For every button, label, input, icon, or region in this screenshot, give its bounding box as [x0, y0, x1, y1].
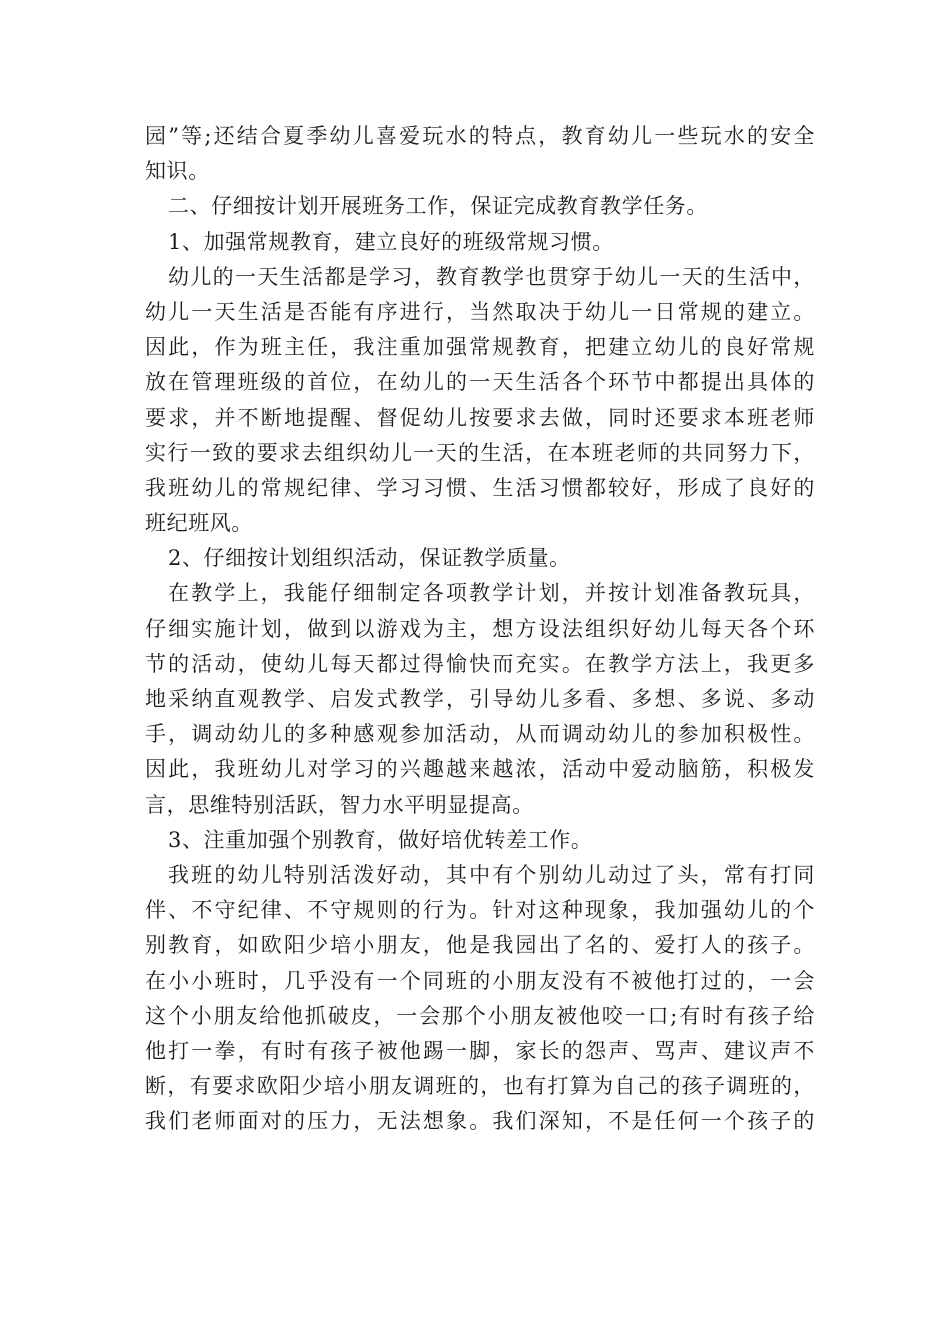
text-line: 要求，并不断地提醒、督促幼儿按要求去做，同时还要求本班老师 — [145, 405, 815, 430]
text-line: 断，有要求欧阳少培小朋友调班的，也有打算为自己的孩子调班的， — [145, 1074, 815, 1099]
text-line: 二、仔细按计划开展班务工作，保证完成教育教学任务。 — [168, 194, 708, 219]
text-line: 我班的幼儿特别活泼好动，其中有个别幼儿动过了头，常有打同 — [168, 862, 815, 887]
text-line: 别教育，如欧阳少培小朋友，他是我园出了名的、爱打人的孩子。 — [145, 933, 815, 958]
text-line: 幼儿的一天生活都是学习，教育教学也贯穿于幼儿一天的生活中， — [168, 264, 815, 289]
text-line: 2、仔细按计划组织活动，保证教学质量。 — [168, 546, 571, 571]
text-line: 地采纳直观教学、启发式教学，引导幼儿多看、多想、多说、多动 — [145, 687, 815, 711]
text-line: 手，调动幼儿的多种感观参加活动，从而调动幼儿的参加积极性。 — [145, 722, 815, 747]
text-line: 园”等;还结合夏季幼儿喜爱玩水的特点，教育幼儿一些玩水的安全 — [145, 124, 815, 148]
text-line: 他打一拳，有时有孩子被他踢一脚，家长的怨声、骂声、建议声不 — [145, 1038, 815, 1063]
text-line: 在教学上，我能仔细制定各项教学计划，并按计划准备教玩具， — [168, 581, 815, 606]
text-line: 节的活动，使幼儿每天都过得愉快而充实。在教学方法上，我更多 — [145, 651, 815, 676]
text-line: 伴、不守纪律、不守规则的行为。针对这种现象，我加强幼儿的个 — [145, 898, 815, 923]
text-line: 放在管理班级的首位，在幼儿的一天生活各个环节中都提出具体的 — [145, 370, 815, 395]
text-line: 在小小班时，几乎没有一个同班的小朋友没有不被他打过的，一会 — [145, 968, 815, 993]
text-line: 因此，我班幼儿对学习的兴趣越来越浓，活动中爱动脑筋，积极发 — [145, 757, 815, 782]
text-line: 言，思维特别活跃，智力水平明显提高。 — [145, 792, 534, 817]
text-line: 1、加强常规教育，建立良好的班级常规习惯。 — [168, 229, 614, 254]
text-line: 因此，作为班主任，我注重加强常规教育，把建立幼儿的良好常规 — [145, 335, 815, 360]
text-line: 实行一致的要求去组织幼儿一天的生活，在本班老师的共同努力下， — [145, 440, 815, 465]
text-line: 仔细实施计划，做到以游戏为主，想方设法组织好幼儿每天各个环 — [145, 616, 815, 641]
document-body — [145, 119, 815, 1139]
text-line: 班纪班风。 — [145, 511, 253, 536]
text-line: 幼儿一天生活是否能有序进行，当然取决于幼儿一日常规的建立。 — [145, 299, 815, 324]
text-line: 知识。 — [145, 159, 210, 184]
text-line: 我们老师面对的压力，无法想象。我们深知，不是任何一个孩子的 — [145, 1109, 815, 1134]
text-line: 我班幼儿的常规纪律、学习习惯、生活习惯都较好，形成了良好的 — [145, 475, 815, 500]
text-line: 3、注重加强个别教育，做好培优转差工作。 — [168, 827, 593, 852]
text-line: 这个小朋友给他抓破皮，一会那个小朋友被他咬一口;有时有孩子给 — [145, 1003, 815, 1028]
